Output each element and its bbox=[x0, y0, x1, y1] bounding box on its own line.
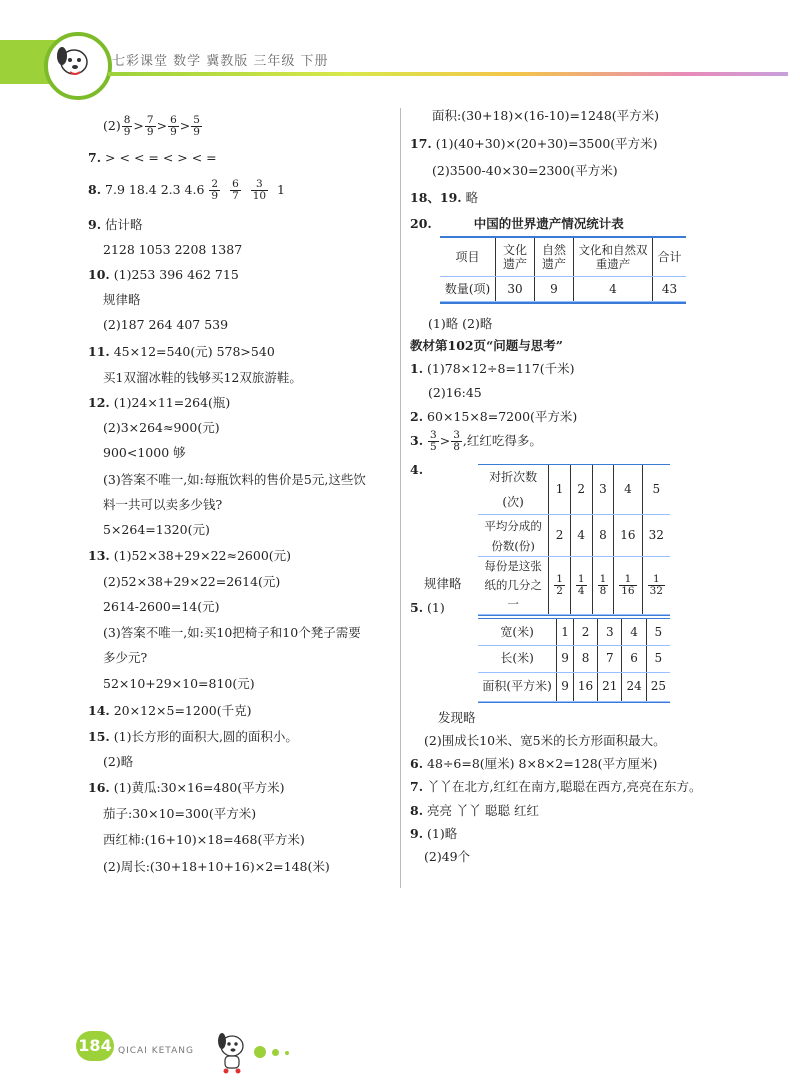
rect-cell: 2 bbox=[573, 619, 597, 645]
answer-line: 2128 1053 2208 1387 bbox=[103, 242, 243, 257]
heritage-cell: 30 bbox=[496, 276, 535, 302]
fold-fraction-cell: $\frac{1}{16}$ bbox=[614, 557, 642, 615]
answer-line: (2)52×38+29×22=2614(元) bbox=[103, 574, 281, 589]
answer-line: 8. 亮亮 丫丫 聪聪 红红 bbox=[410, 803, 539, 818]
answer-line: 7. > < < = < > < = bbox=[88, 150, 217, 165]
rect-cell: 3 bbox=[598, 619, 622, 645]
answer-line: (2)16:45 bbox=[428, 385, 482, 400]
answer-line: 茄子:30×10=300(平方米) bbox=[103, 806, 257, 821]
fraction: $\frac{6}{9}$ bbox=[170, 114, 177, 138]
rect-table bbox=[478, 618, 670, 703]
answer-line: (2) $\frac{8}{9}$ > $\frac{7}{9}$ > $\frac{6}{9}$ > $\frac{5}{9}$ bbox=[103, 114, 200, 138]
rect-cell: 21 bbox=[598, 672, 622, 701]
rect-cell: 6 bbox=[622, 645, 646, 672]
answer-line: 12. (1)24×11=264(瓶) bbox=[88, 395, 231, 410]
fold-cell: 16 bbox=[614, 515, 642, 557]
answer-line: 2614-2600=14(元) bbox=[103, 599, 220, 614]
answer-line: (2)49个 bbox=[424, 849, 471, 864]
answer-line: 11. 45×12=540(元) 578>540 bbox=[88, 344, 275, 359]
heritage-row-label: 数量(项) bbox=[440, 276, 496, 302]
rect-cell: 9 bbox=[557, 672, 574, 701]
answer-line: 17. (1)(40+30)×(20+30)=3500(平方米) bbox=[410, 136, 658, 151]
fold-table bbox=[478, 464, 670, 616]
answer-line: 5. (1) bbox=[410, 600, 445, 615]
answer-line: 规律略 bbox=[103, 292, 141, 307]
fraction: $\frac{5}{9}$ bbox=[193, 114, 200, 138]
rect-label: 宽(米) bbox=[478, 619, 557, 645]
fold-cell: 4 bbox=[570, 515, 592, 557]
answer-line: (2)围成长10米、宽5米的长方形面积最大。 bbox=[424, 733, 666, 748]
answer-line: (2)187 264 407 539 bbox=[103, 317, 229, 332]
answer-line: 料一共可以卖多少钱? bbox=[103, 497, 223, 512]
rect-cell: 24 bbox=[622, 672, 646, 701]
rect-label: 长(米) bbox=[478, 645, 557, 672]
answer-line: (3)答案不唯一,如:买10把椅子和10个凳子需要 bbox=[103, 625, 361, 640]
fraction: $\frac{3}{5}$ bbox=[430, 429, 437, 453]
fold-label: 平均分成的份数(份) bbox=[478, 515, 549, 557]
fold-fraction-cell: $\frac{1}{2}$ bbox=[549, 557, 571, 615]
fold-cell: 2 bbox=[570, 465, 592, 515]
fold-cell: 8 bbox=[592, 515, 614, 557]
dog-mascot-icon bbox=[212, 1030, 250, 1074]
answer-line: 52×10+29×10=810(元) bbox=[103, 676, 255, 691]
rect-label: 面积(平方米) bbox=[478, 672, 557, 701]
heritage-cell: 43 bbox=[653, 276, 687, 302]
section-heading: 教材第102页“问题与思考” bbox=[410, 338, 563, 353]
answer-line: (1)略 (2)略 bbox=[428, 316, 493, 331]
fold-cell: 2 bbox=[549, 515, 571, 557]
rect-cell: 25 bbox=[646, 672, 670, 701]
answer-line: 900<1000 够 bbox=[103, 445, 186, 460]
fraction: $\frac{3}{10}$ bbox=[252, 178, 267, 202]
fold-fraction-cell: $\frac{1}{32}$ bbox=[642, 557, 670, 615]
fold-label: 每份是这张纸的几分之一 bbox=[478, 557, 549, 615]
answer-number: 4. bbox=[410, 462, 424, 477]
answer-line: 16. (1)黄瓜:30×16=480(平方米) bbox=[88, 780, 285, 795]
answer-line: 15. (1)长方形的面积大,圆的面积小。 bbox=[88, 729, 298, 744]
answer-line: 面积:(30+18)×(16-10)=1248(平方米) bbox=[432, 108, 660, 123]
rect-cell: 8 bbox=[573, 645, 597, 672]
answer-line: 10. (1)253 396 462 715 bbox=[88, 267, 239, 282]
answer-line: 多少元? bbox=[103, 650, 148, 665]
column-divider bbox=[400, 108, 401, 888]
answer-line: 8. 7.9 18.4 2.3 4.6 $\frac{2}{9}$ $\frac{6}{7}$ $\frac{3}{10}$ 1 bbox=[88, 178, 285, 202]
rect-cell: 4 bbox=[622, 619, 646, 645]
heritage-cell: 9 bbox=[535, 276, 574, 302]
answer-line: 13. (1)52×38+29×22≈2600(元) bbox=[88, 548, 292, 563]
fraction: $\frac{8}{9}$ bbox=[123, 114, 131, 138]
answer-line: 3. $\frac{3}{5}$ > $\frac{3}{8}$ ,红红吃得多。 bbox=[410, 429, 542, 453]
answer-line: 18、19. 略 bbox=[410, 190, 479, 205]
fold-cell: 4 bbox=[614, 465, 642, 515]
heritage-header: 自然遗产 bbox=[535, 238, 574, 276]
rect-cell: 5 bbox=[646, 619, 670, 645]
header-color-bar bbox=[108, 72, 788, 76]
answer-line: 14. 20×12×5=1200(千克) bbox=[88, 703, 252, 718]
dog-mascot-icon bbox=[54, 44, 94, 80]
answer-line: (3)答案不唯一,如:每瓶饮料的售价是5元,这些饮 bbox=[103, 472, 366, 487]
answer-line: (2)3×264≈900(元) bbox=[103, 420, 220, 435]
fold-cell: 3 bbox=[592, 465, 614, 515]
page-number: 184 bbox=[76, 1031, 114, 1061]
heritage-header: 文化遗产 bbox=[496, 238, 535, 276]
table-title: 中国的世界遗产情况统计表 bbox=[473, 216, 624, 231]
header-title: 七彩课堂 数学 冀教版 三年级 下册 bbox=[112, 54, 329, 69]
answer-line: 西红柿:(16+10)×18=468(平方米) bbox=[103, 832, 305, 847]
rect-cell: 1 bbox=[557, 619, 574, 645]
answer-line: (2)略 bbox=[103, 754, 134, 769]
answer-line: 发现略 bbox=[438, 710, 476, 725]
answer-line: (2)周长:(30+18+10+16)×2=148(米) bbox=[103, 859, 330, 874]
rect-cell: 5 bbox=[646, 645, 670, 672]
answer-line: 规律略 bbox=[424, 576, 462, 591]
heritage-cell: 4 bbox=[574, 276, 653, 302]
answer-line: 2. 60×15×8=7200(平方米) bbox=[410, 409, 578, 424]
fold-fraction-cell: $\frac{1}{8}$ bbox=[592, 557, 614, 615]
answer-line: (2)3500-40×30=2300(平方米) bbox=[432, 163, 618, 178]
answer-line: 9. (1)略 bbox=[410, 826, 458, 841]
fraction: $\frac{3}{8}$ bbox=[453, 429, 460, 453]
fold-cell: 1 bbox=[549, 465, 571, 515]
answer-line: 6. 48÷6=8(厘米) 8×8×2=128(平方厘米) bbox=[410, 756, 658, 771]
rect-cell: 9 bbox=[557, 645, 574, 672]
heritage-header: 项目 bbox=[440, 238, 496, 276]
heritage-table bbox=[440, 236, 686, 304]
fraction: $\frac{6}{7}$ bbox=[232, 178, 239, 202]
fraction: $\frac{2}{9}$ bbox=[211, 178, 219, 202]
footer-brand: QICAI KETANG bbox=[118, 1046, 194, 1056]
fold-cell: 5 bbox=[642, 465, 670, 515]
answer-line: 5×264=1320(元) bbox=[103, 522, 210, 537]
footer-dot bbox=[272, 1049, 279, 1056]
fraction: $\frac{7}{9}$ bbox=[146, 114, 154, 138]
fold-label: 对折次数(次) bbox=[478, 465, 549, 515]
footer-dot bbox=[254, 1046, 266, 1058]
rect-cell: 7 bbox=[598, 645, 622, 672]
heritage-header: 文化和自然双重遗产 bbox=[574, 238, 653, 276]
answer-line: 20. 中国的世界遗产情况统计表 bbox=[410, 216, 624, 231]
heritage-header: 合计 bbox=[653, 238, 687, 276]
rect-cell: 16 bbox=[573, 672, 597, 701]
answer-line: 9. 估计略 bbox=[88, 217, 143, 232]
answer-line: 买1双溜冰鞋的钱够买12双旅游鞋。 bbox=[103, 370, 302, 385]
fold-fraction-cell: $\frac{1}{4}$ bbox=[570, 557, 592, 615]
footer-dot bbox=[285, 1051, 289, 1055]
answer-line: 1. (1)78×12÷8=117(千米) bbox=[410, 361, 575, 376]
fold-cell: 32 bbox=[642, 515, 670, 557]
answer-line: 7. 丫丫在北方,红红在南方,聪聪在西方,亮亮在东方。 bbox=[410, 779, 702, 794]
